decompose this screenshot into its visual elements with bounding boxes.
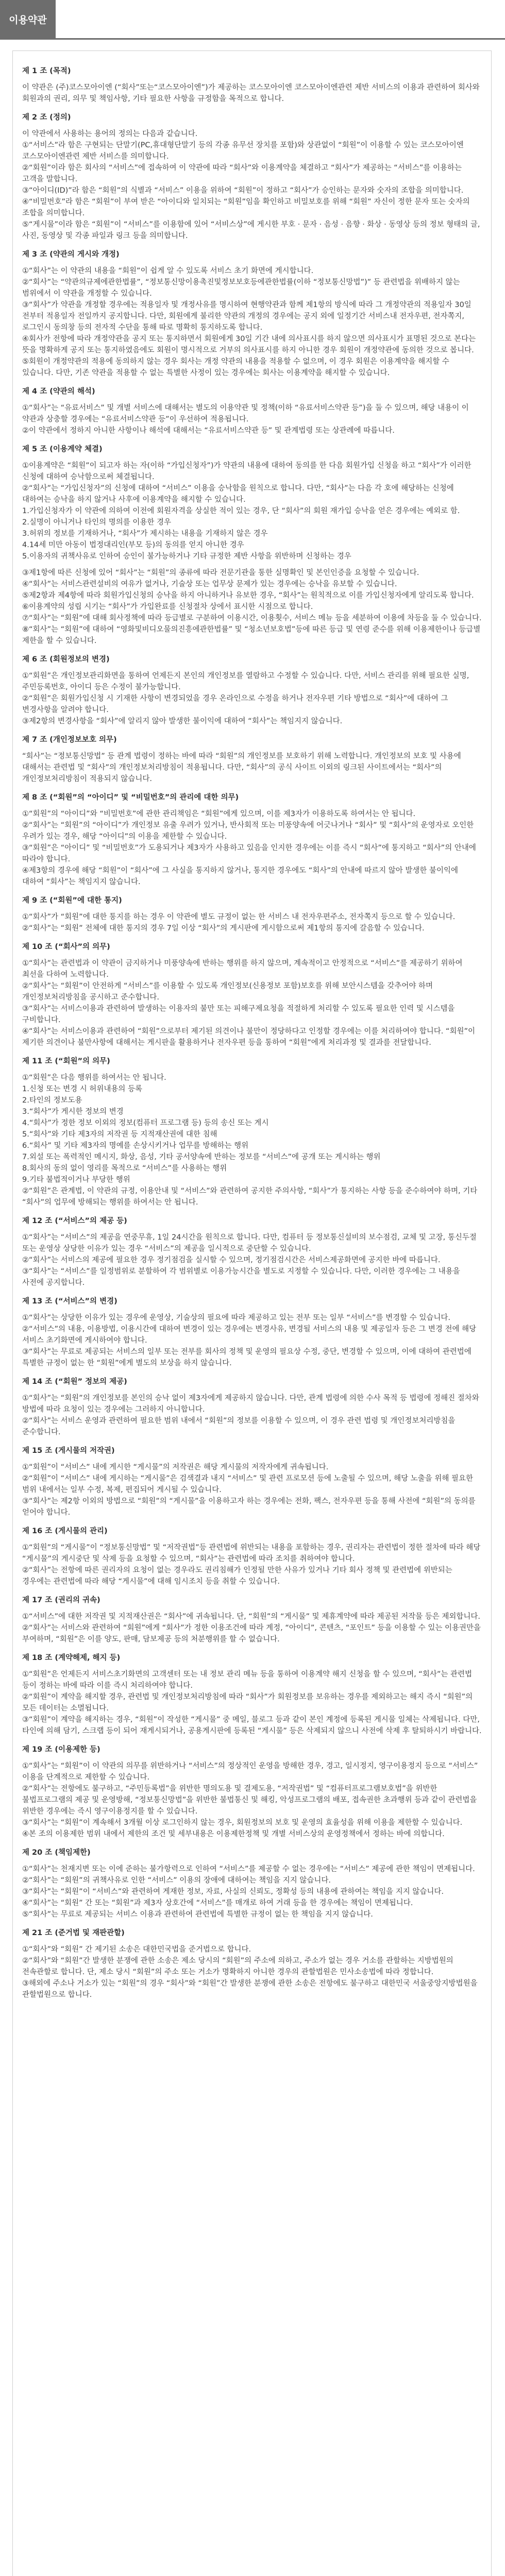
terms-article-heading: 제 20 조 (책임제한) bbox=[22, 1849, 91, 1857]
terms-article-heading: 제 9 조 (“회원”에 대한 통지) bbox=[22, 896, 122, 905]
terms-paragraph: ①이용계약은 “회원”이 되고자 하는 자(이하 “가입신청자”)가 약관의 내용에 대하여 동의를 한 다음 회원가입 신청을 하고 “회사”가 이러한 신청에 대하여 승낙함으로써 체결됩니다. ②“회사”는 “가입신청자”의 신청에 대하여 “서비스” 이용을 승낙함을 원칙으로 합니다. 다만, “회사”는 다음 각 호에 해당하는 신청에 대하여는 승낙을 하지 않거나 사후에 이용계약을 해지할 수 있습니다. 1.가입신청자가 이 약관에 의하여 이전에 회원자격을 상실한 적이 있는 경우, 단 “회사”의 회원 재가입 승낙을 얻은 경우에는 예외로 함. 2.실명이 아니거나 타인의 명의를 이용한 경우 3.허위의 정보를 기재하거나, “회사”가 제시하는 내용을 기재하지 않은 경우 4.14세 미만 아동이 법정대리인(부모 등)의 동의를 얻지 아니한 경우 5.이용자의 귀책사유로 인하여 승인이 불가능하거나 기타 규정한 제반 사항을 위반하며 신청하는 경우 bbox=[22, 462, 472, 561]
terms-paragraph: ③제1항에 따른 신청에 있어 “회사”는 “회원”의 종류에 따라 전문기관을 통한 실명확인 및 본인인증을 요청할 수 있습니다. ④“회사”는 서비스관련설비의 여유가 없거나, 기술상 또는 업무상 문제가 있는 경우에는 승낙을 유보할 수 있습니다. ⑤제2항과 제4항에 따라 회원가입신청의 승낙을 하지 아니하거나 유보한 경우, “회사”는 원칙적으로 이를 가입신청자에게 알리도록 합니다. ⑥이용계약의 성립 시기는 “회사”가 가입완료를 신청절차 상에서 표시한 시점으로 합니다. ⑦“회사”는 “회원”에 대해 회사정책에 따라 등급별로 구분하여 이용시간, 이용횟수, 서비스 메뉴 등을 세분하여 이용에 차등을 둘 수 있습니다. ⑧“회사”는 “회원”에 대하여 “영화및비디오물의진흥에관한법률” 및 “청소년보호법”등에 따른 등급 및 연령 준수를 위해 이용제한이나 등급별 제한을 할 수 있습니다. bbox=[22, 569, 482, 645]
terms-paragraph: ①“회사”는 관련법과 이 약관이 금지하거나 미풍양속에 반하는 행위를 하지 않으며, 계속적이고 안정적으로 “서비스”를 제공하기 위하여 최선을 다하여 노력합니다. ②“회사”는 “회원”이 안전하게 “서비스”를 이용할 수 있도록 개인정보(신용정보 포함)보호를 위해 보안시스템을 갖추어야 하며 개인정보처리방침을 공시하고 준수합니다. ③“회사”는 서비스이용과 관련하여 발생하는 이용자의 불만 또는 피해구제요청을 적절하게 처리할 수 있도록 필요한 인력 및 시스템을 구비합니다. ④“회사”는 서비스이용과 관련하여 “회원”으로부터 제기된 의견이나 불만이 정당하다고 인정할 경우에는 이를 처리하여야 합니다. “회원”이 제기한 의견이나 불만사항에 대해서는 게시판을 활용하거나 전자우편 등을 통하여 “회원”에게 처리과정 및 결과를 전달합니다. bbox=[22, 959, 475, 1047]
terms-article-heading: 제 10 조 (“회사”의 의무) bbox=[22, 943, 110, 951]
terms-paragraph: ①“회원”의 “아이디”와 “비밀번호”에 관한 관리책임은 “회원”에게 있으며, 이를 제3자가 이용하도록 하여서는 안 됩니다. ②“회사”는 “회원”의 “아이디”가 개인정보 유출 우려가 있거나, 반사회적 또는 미풍양속에 어긋나거나 “회사” 및 “회사”의 운영자로 오인한 우려가 있는 경우, 해당 “아이디”의 이용을 제한할 수 있습니다. ③“회원”은 “아이디” 및 “비밀번호”가 도용되거나 제3자가 사용하고 있음을 인지한 경우에는 이를 즉시 “회사”에 통지하고 “회사”의 안내에 따라야 합니다. ④제3항의 경우에 해당 “회원”이 “회사”에 그 사실을 통지하지 않거나, 통지한 경우에도 “회사”의 안내에 따르지 않아 발생한 불이익에 대하여 “회사”는 책임지지 않습니다. bbox=[22, 810, 476, 886]
terms-article-heading: 제 8 조 (“회원”의 “아이디” 및 “비밀번호”의 관리에 대한 의무) bbox=[22, 793, 239, 802]
tab-bar bbox=[0, 0, 505, 40]
terms-paragraph: 이 약관은 (주)코스모아이엔 (“회사”또는“코스모아이엔”)가 제공하는 코스모아이엔 코스모아이엔관련 제반 서비스의 이용과 관련하여 회사와 회원과의 권리, 의무 및 책임사항, 기타 필요한 사항을 규정함을 목적으로 합니다. bbox=[22, 83, 482, 103]
terms-paragraph: ①“회사”는 천재지변 또는 이에 준하는 불가항력으로 인하여 “서비스”를 제공할 수 없는 경우에는 “서비스” 제공에 관한 책임이 면제됩니다. ②“회사”는 “회원”의 귀책사유로 인한 “서비스” 이용의 장애에 대하여는 책임을 지지 않습니다. ③“회사”는 “회원”이 “서비스”와 관련하여 게재한 정보, 자료, 사실의 신뢰도, 정확성 등의 내용에 관하여는 책임을 지지 않습니다. ④“회사”는 “회원” 간 또는 “회원”과 제3자 상호간에 “서비스”를 매개로 하여 거래 등을 한 경우에는 책임이 면제됩니다. ⑤“회사”는 무료로 제공되는 서비스 이용과 관련하여 관련법에 특별한 규정이 없는 한 책임을 지지 않습니다. bbox=[22, 1865, 475, 1919]
terms-paragraph: ①“회사”는 “회원”이 이 약관의 의무를 위반하거나 “서비스”의 정상적인 운영을 방해한 경우, 경고, 일시정지, 영구이용정지 등으로 “서비스” 이용을 단계적으로 제한할 수 있습니다. ②“회사”는 전항에도 불구하고, “주민등록법”을 위반한 명의도용 및 결제도용, “저작권법” 및 “컴퓨터프로그램보호법”을 위반한 불법프로그램의 제공 및 운영방해, “정보통신망법”을 위반한 불법통신 및 해킹, 악성프로그램의 배포, 접속권한 초과행위 등과 같이 관련법을 위반한 경우에는 즉시 영구이용정지를 할 수 있습니다. ③“회사”는 “회원”이 계속해서 3개월 이상 로그인하지 않는 경우, 회원정보의 보호 및 운영의 효율성을 위해 이용을 제한할 수 있습니다. ④본 조의 이용제한 범위 내에서 제한의 조건 및 세부내용은 이용제한정책 및 개별 서비스상의 운영정책에서 정하는 바에 의합니다. bbox=[22, 1762, 478, 1838]
terms-paragraph: ①“회사”는 “유료서비스” 및 개별 서비스에 대해서는 별도의 이용약관 및 정책(이하 “유료서비스약관 등”)을 둘 수 있으며, 해당 내용이 이 약관과 상충할 경우에는 “유료서비스약관 등”이 우선하여 적용됩니다. ②이 약관에서 정하지 아니한 사항이나 해석에 대해서는 “유료서비스약관 등” 및 관계법령 또는 상관례에 따릅니다. bbox=[22, 404, 469, 435]
terms-paragraph: ①“회원”은 다음 행위를 하여서는 안 됩니다. 1.신청 또는 변경 시 허위내용의 등록 2.타인의 정보도용 3.“회사”가 게시한 정보의 변경 4.“회사”가 정한 정보 이외의 정보(컴퓨터 프로그램 등) 등의 송신 또는 게시 5.“회사”와 기타 제3자의 저작권 등 지적재산권에 대한 침해 6.“회사” 및 기타 제3자의 명예를 손상시키거나 업무를 방해하는 행위 7.외설 또는 폭력적인 메시지, 화상, 음성, 기타 공서양속에 반하는 정보를 “서비스”에 공개 또는 게시하는 행위 8.회사의 동의 없이 영리를 목적으로 “서비스”를 사용하는 행위 9.기타 불법적이거나 부당한 행위 ②“회원”은 관계법, 이 약관의 규정, 이용안내 및 “서비스”와 관련하여 공지한 주의사항, “회사”가 통지하는 사항 등을 준수하여야 하며, 기타 “회사”의 업무에 방해되는 행위를 하여서는 안 됩니다. bbox=[22, 1074, 478, 1207]
terms-paragraph: ①“서비스”에 대한 저작권 및 지적재산권은 “회사”에 귀속됩니다. 단, “회원”의 “게시물” 및 제휴계약에 따라 제공된 저작물 등은 제외합니다. ②“회사”는 서비스와 관련하여 “회원”에게 “회사”가 정한 이용조건에 따라 계정, “아이디”, 콘텐츠, “포인트” 등을 이용할 수 있는 이용권만을 부여하며, “회원”은 이를 양도, 판매, 담보제공 등의 처분행위를 할 수 없습니다. bbox=[22, 1613, 481, 1643]
terms-paragraph: 이 약관에서 사용하는 용어의 정의는 다음과 같습니다. ①“서비스”라 함은 구현되는 단말기(PC,휴대형단말기 등의 각종 유무선 장치를 포함)와 상관없이 “회원”이 이용할 수 있는 코스모아이엔 코스모아이엔관련 제반 서비스를 의미합니다. ②“회원”이라 함은 회사의 “서비스”에 접속하여 이 약관에 따라 “회사”와 이용계약을 체결하고 “회사”가 제공하는 “서비스”를 이용하는 고객을 말합니다. ③“아이디(ID)”라 함은 “회원”의 식별과 “서비스” 이용을 위하여 “회원”이 정하고 “회사”가 승인하는 문자와 숫자의 조합을 의미합니다. ④“비밀번호”라 함은 “회원”이 부여 받은 “아이디와 일치되는 “회원”임을 확인하고 비밀보호를 위해 “회원” 자신이 정한 문자 또는 숫자의 조합을 의미합니다. ⑤“게시물”이라 함은 “회원”이 “서비스”를 이용함에 있어 “서비스상”에 게시한 부호 · 문자 · 음성 · 음향 · 화상 · 동영상 등의 정보 형태의 글, 사진, 동영상 및 각종 파일과 링크 등을 의미합니다. bbox=[22, 130, 480, 240]
terms-paragraph: ①“회사”는 “회원”의 개인정보를 본인의 승낙 없이 제3자에게 제공하지 않습니다. 다만, 관계 법령에 의한 수사 목적 등 법령에 정해진 절차와 방법에 따라 요청이 있는 경우에는 그러하지 아니합니다. ②“회사”는 서비스 운영과 관련하여 필요한 범위 내에서 “회원”의 정보를 이용할 수 있으며, 이 경우 관련 법령 및 개인정보처리방침을 준수합니다. bbox=[22, 1394, 479, 1436]
terms-article-heading: 제 15 조 (게시물의 저작권) bbox=[22, 1447, 115, 1455]
terms-article-heading: 제 3 조 (약관의 게시와 개정) bbox=[22, 250, 120, 259]
terms-paragraph: ①“회사”는 “서비스”의 제공을 연중무휴, 1일 24시간을 원칙으로 합니다. 다만, 컴퓨터 등 정보통신설비의 보수점검, 교체 및 고장, 통신두절 또는 운영상 상당한 이유가 있는 경우 “서비스”의 제공을 일시적으로 중단할 수 있습니다. ②“회사”는 서비스의 제공에 필요한 경우 정기점검을 실시할 수 있으며, 정기점검시간은 서비스제공화면에 공지한 바에 따릅니다. ③“회사”는 “서비스”를 일정범위로 분할하여 각 범위별로 이용가능시간을 별도로 지정할 수 있습니다. 다만, 이러한 경우에는 그 내용을 사전에 공지합니다. bbox=[22, 1233, 477, 1287]
terms-article-heading: 제 6 조 (회원정보의 변경) bbox=[22, 655, 110, 664]
terms-paragraph: ①“회원”은 언제든지 서비스초기화면의 고객센터 또는 내 정보 관리 메뉴 등을 통하여 이용계약 해지 신청을 할 수 있으며, “회사”는 관련법 등이 정하는 바에 따라 이를 즉시 처리하여야 합니다. ②“회원”이 계약을 해지할 경우, 관련법 및 개인정보처리방침에 따라 “회사”가 회원정보를 보유하는 경우를 제외하고는 해지 즉시 “회원”의 모든 데이터는 소멸됩니다. ③“회원”이 계약을 해지하는 경우, “회원”이 작성한 “게시물” 중 메일, 블로그 등과 같이 본인 계정에 등록된 게시물 일체는 삭제됩니다. 다만, 타인에 의해 담기, 스크랩 등이 되어 재게시되거나, 공용게시판에 등록된 “게시물” 등은 삭제되지 않으니 사전에 삭제 후 탈퇴하시기 바랍니다. bbox=[22, 1670, 482, 1735]
terms-article-heading: 제 12 조 (“서비스”의 제공 등) bbox=[22, 1217, 127, 1225]
terms-article-heading: 제 1 조 (목적) bbox=[22, 67, 71, 75]
terms-paragraph: ①“회사”와 “회원” 간 제기된 소송은 대한민국법을 준거법으로 합니다. ②“회사”와 “회원”간 발생한 분쟁에 관한 소송은 제소 당시의 “회원”의 주소에 의하고, 주소가 없는 경우 거소를 관할하는 지방법원의 전속관할로 합니다. 단, 제소 당시 “회원”의 주소 또는 거소가 명확하지 아니한 경우의 관할법원은 민사소송법에 따라 정합니다. ③해외에 주소나 거소가 있는 “회원”의 경우 “회사”와 “회원”간 발생한 분쟁에 관한 소송은 전항에도 불구하고 대한민국 서울중앙지방법원을 관할법원으로 합니다. bbox=[22, 1945, 478, 1999]
terms-article-heading: 제 5 조 (이용계약 체결) bbox=[22, 445, 103, 453]
terms-paragraph: ①“회원”이 “서비스” 내에 게시한 “게시물”의 저작권은 해당 게시물의 저작자에게 귀속됩니다. ②“회원”이 “서비스” 내에 게시하는 “게시물”은 검색결과 내지 “서비스” 및 관련 프로모션 등에 노출될 수 있으며, 해당 노출을 위해 필요한 범위 내에서는 일부 수정, 복제, 편집되어 게시될 수 있습니다. ③“회사”는 제2항 이외의 방법으로 “회원”의 “게시물”을 이용하고자 하는 경우에는 전화, 팩스, 전자우편 등을 통해 사전에 “회원”의 동의를 얻어야 합니다. bbox=[22, 1463, 476, 1517]
terms-paragraph: ①“회사”는 상당한 이유가 있는 경우에 운영상, 기술상의 필요에 따라 제공하고 있는 전부 또는 일부 “서비스”를 변경할 수 있습니다. ②“서비스”의 내용, 이용방법, 이용시간에 대하여 변경이 있는 경우에는 변경사유, 변경될 서비스의 내용 및 제공일자 등은 그 변경 전에 해당 서비스 초기화면에 게시하여야 합니다. ③“회사”는 무료로 제공되는 서비스의 일부 또는 전부를 회사의 정책 및 운영의 필요상 수정, 중단, 변경할 수 있으며, 이에 대하여 관련법에 특별한 규정이 없는 한 “회원”에게 별도의 보상을 하지 않습니다. bbox=[22, 1314, 477, 1367]
terms-article-heading: 제 17 조 (권리의 귀속) bbox=[22, 1596, 100, 1604]
terms-article-heading: 제 13 조 (“서비스”의 변경) bbox=[22, 1297, 117, 1306]
terms-paragraph: ①“회원”의 “게시물”이 “정보통신망법” 및 “저작권법”등 관련법에 위반되는 내용을 포함하는 경우, 권리자는 관련법이 정한 절차에 따라 해당 “게시물”의 게시중단 및 삭제 등을 요청할 수 있으며, “회사”는 관련법에 따라 조치를 취하여야 합니다. ②“회사”는 전항에 따른 권리자의 요청이 없는 경우라도 권리침해가 인정될 만한 사유가 있거나 기타 회사 정책 및 관련법에 위반되는 경우에는 관련법에 따라 해당 “게시물”에 대해 임시조치 등을 취할 수 있습니다. bbox=[22, 1544, 481, 1586]
terms-article-heading: 제 19 조 (이용제한 등) bbox=[22, 1745, 100, 1754]
terms-article-heading: 제 11 조 (“회원”의 의무) bbox=[22, 1057, 110, 1065]
terms-article-heading: 제 18 조 (계약해제, 해지 등) bbox=[22, 1654, 121, 1662]
terms-content-box[interactable] bbox=[12, 50, 492, 2576]
terms-article-heading: 제 4 조 (약관의 해석) bbox=[22, 387, 95, 396]
terms-article-heading: 제 16 조 (게시물의 관리) bbox=[22, 1527, 108, 1535]
terms-paragraph: “회사”는 “정보통신망법” 등 관계 법령이 정하는 바에 따라 “회원”의 개인정보를 보호하기 위해 노력합니다. 개인정보의 보호 및 사용에 대해서는 관련법 및 “회사”의 개인정보처리방침이 적용됩니다. 다만, “회사”의 공식 사이트 이외의 링크된 사이트에서는 “회사”의 개인정보처리방침이 적용되지 않습니다. bbox=[22, 752, 464, 783]
tab-terms[interactable]: 이용약관 bbox=[0, 0, 56, 38]
terms-article-heading: 제 7 조 (개인정보보호 의무) bbox=[22, 736, 117, 744]
terms-article-heading: 제 21 조 (준거법 및 재판관할) bbox=[22, 1929, 125, 1937]
terms-paragraph: ①“회사”가 “회원”에 대한 통지를 하는 경우 이 약관에 별도 규정이 없는 한 서비스 내 전자우편주소, 전자쪽지 등으로 할 수 있습니다. ②“회사”는 “회원” 전체에 대한 통지의 경우 7일 이상 “회사”의 게시판에 게시함으로써 제1항의 통지에 갈음할 수 있습니다. bbox=[22, 913, 456, 933]
terms-paragraph: ①“회사”는 이 약관의 내용을 “회원”이 쉽게 알 수 있도록 서비스 초기 화면에 게시합니다. ②“회사”는 “약관의규제에관한법률”, “정보통신망이용촉진및정보보호등에관한법률(이하 “정보통신망법”)” 등 관련법을 위배하지 않는 범위에서 이 약관을 개정할 수 있습니다. ③“회사”가 약관을 개정할 경우에는 적용일자 및 개정사유를 명시하여 현행약관과 함께 제1항의 방식에 따라 그 개정약관의 적용일자 30일 전부터 적용일자 전일까지 공지합니다. 다만, 회원에게 불리한 약관의 개정의 경우에는 공지 외에 일정기간 서비스내 전자우편, 전자쪽지, 로그인시 동의창 등의 전자적 수단을 통해 따로 명확히 통지하도록 합니다. ④회사가 전항에 따라 개정약관을 공지 또는 통지하면서 회원에게 30일 기간 내에 의사표시를 하지 않으면 의사표시가 표명된 것으로 본다는 뜻을 명확하게 공지 또는 통지하였음에도 회원이 명시적으로 거부의 의사표시를 하지 아니한 경우 회원이 개정약관에 동의한 것으로 봅니다. ⑤회원이 개정약관의 적용에 동의하지 않는 경우 회사는 개정 약관의 내용을 적용할 수 없으며, 이 경우 회원은 이용계약을 해지할 수 있습니다. 다만, 기존 약관을 적용할 수 없는 특별한 사정이 있는 경우에는 회사는 이용계약을 해지할 수 있습니다. bbox=[22, 267, 476, 377]
terms-article-heading: 제 14 조 (“회원” 정보의 제공) bbox=[22, 1378, 127, 1386]
terms-paragraph: ①“회원”은 개인정보관리화면을 통하여 언제든지 본인의 개인정보를 열람하고 수정할 수 있습니다. 다만, 서비스 관리를 위해 필요한 실명, 주민등록번호, 아이디 등은 수정이 불가능합니다. ②“회원”은 회원가입신청 시 기재한 사항이 변경되었을 경우 온라인으로 수정을 하거나 전자우편 기타 방법으로 “회사”에 대하여 그 변경사항을 알려야 합니다. ③제2항의 변경사항을 “회사”에 알리지 않아 발생한 불이익에 대하여 “회사”는 책임지지 않습니다. bbox=[22, 672, 469, 725]
terms-article-heading: 제 2 조 (정의) bbox=[22, 113, 71, 122]
